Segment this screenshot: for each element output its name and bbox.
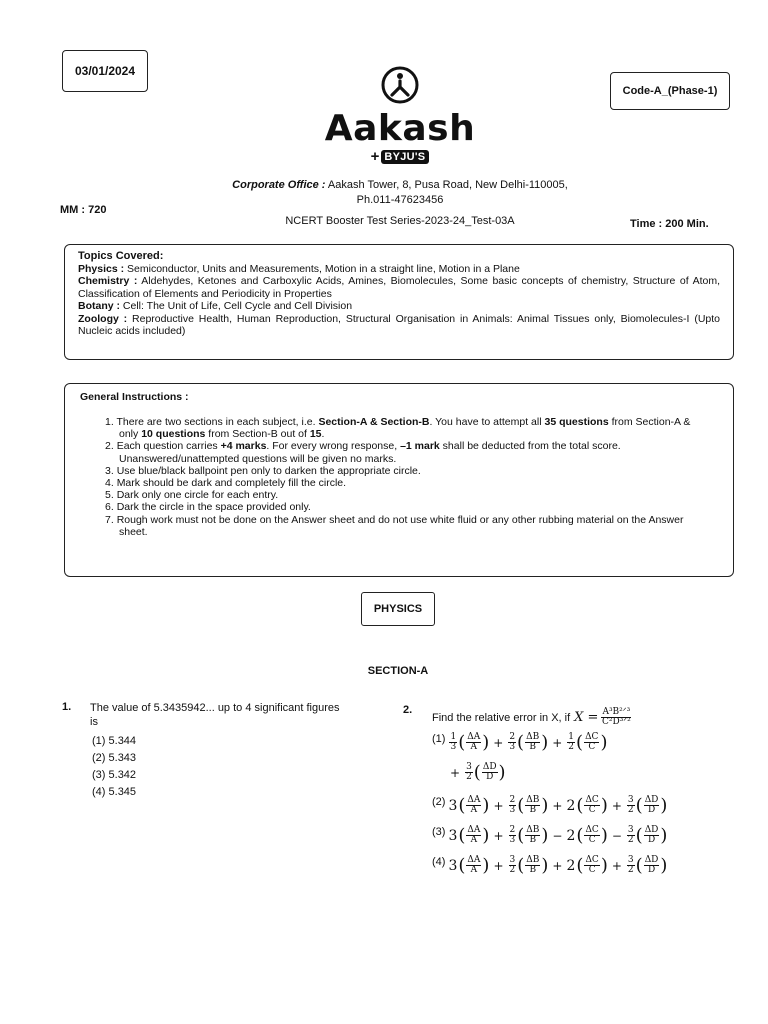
fraction-numerator: ΔD — [482, 762, 497, 772]
formula-numerator: A³B²ᐟ³ — [602, 707, 631, 717]
instruction-text: Each question carries — [116, 440, 221, 453]
code-text: Code-A_(Phase-1) — [622, 85, 718, 97]
fraction-denominator: 2 — [627, 865, 634, 875]
formula-lhs: X = — [574, 710, 599, 725]
error-term — [489, 826, 548, 845]
section-heading: SECTION-A — [367, 665, 429, 677]
instruction-text: Dark only one circle for each entry. — [116, 489, 279, 502]
topic-subject: Zoology : — [78, 312, 128, 325]
relative-error-fraction — [525, 826, 540, 845]
fraction-numerator: ΔD — [644, 855, 659, 865]
coefficient-fraction — [627, 796, 635, 815]
max-marks: MM : 720 — [60, 204, 107, 216]
relative-error-fraction — [644, 826, 660, 845]
option-value: 5.344 — [108, 735, 137, 747]
fraction-numerator: ΔA — [467, 732, 481, 742]
byjus-mark — [371, 148, 430, 165]
coefficient-fraction — [509, 826, 517, 845]
fraction-numerator: ΔD — [644, 825, 659, 835]
fraction-numerator: 3 — [509, 855, 516, 865]
subject-text: PHYSICS — [373, 603, 423, 615]
option-label: (2) — [432, 796, 446, 808]
option-1 — [92, 733, 350, 750]
option-value: 5.345 — [108, 786, 137, 798]
paren-open: ( — [576, 824, 584, 846]
paren-close: ) — [660, 824, 668, 846]
coefficient-fraction — [627, 826, 635, 845]
paren-close: ) — [482, 731, 490, 753]
instruction-emphasis: Section-A & Section-B — [318, 416, 430, 428]
question-text: The value of 5.3435942... up to 4 significant figures is — [90, 702, 340, 728]
phone-number: Ph.011-47623456 — [356, 194, 444, 206]
coefficient-fraction — [567, 733, 575, 752]
relative-error-fraction — [644, 796, 660, 815]
instruction-number: 2. — [105, 440, 114, 453]
test-series-title: NCERT Booster Test Series-2023-24_Test-03A — [285, 215, 515, 227]
coefficient: 2 — [566, 827, 576, 844]
option-3 — [432, 826, 667, 845]
formula-fraction — [601, 708, 631, 727]
instruction-item — [105, 477, 705, 489]
instruction-text: shall be deducted from the total score. Unanswered/unattempted questions will be given no marks. — [119, 440, 621, 465]
fraction-numerator: ΔB — [526, 825, 540, 835]
fraction-numerator: ΔC — [585, 795, 599, 805]
fraction-numerator: ΔA — [467, 855, 481, 865]
instruction-item — [105, 440, 705, 464]
option-1 — [432, 733, 607, 752]
error-term — [448, 796, 489, 815]
instructions-list — [105, 416, 705, 538]
error-term — [548, 856, 607, 875]
corporate-address: Aakash Tower, 8, Pusa Road, New Delhi-110005, — [327, 179, 568, 191]
fraction-denominator: D — [647, 865, 656, 875]
coefficient: 3 — [448, 857, 458, 874]
question-options — [92, 733, 350, 801]
fraction-denominator: 3 — [509, 805, 516, 815]
error-term — [548, 796, 607, 815]
fraction-denominator: B — [529, 742, 536, 752]
operator: + — [552, 735, 563, 750]
fraction-numerator: ΔA — [467, 825, 481, 835]
error-term — [608, 796, 668, 815]
operator: + — [493, 828, 504, 843]
paren-open: ( — [458, 824, 466, 846]
error-term — [489, 856, 548, 875]
instruction-number: 6. — [105, 501, 114, 514]
topic-physics — [78, 263, 720, 276]
fraction-denominator: 3 — [509, 835, 516, 845]
topic-text: Aldehydes, Ketones and Carboxylic Acids, Amines, Biomolecules, Some basic concepts of chemistry, Structure of Atom, Classification of Elements and Periodicity in Properties — [78, 275, 720, 300]
fraction-numerator: 2 — [509, 825, 516, 835]
instruction-item — [105, 501, 705, 513]
fraction-denominator: B — [529, 835, 537, 845]
fraction-denominator: D — [647, 835, 656, 845]
paren-open: ( — [517, 824, 525, 846]
subject-heading — [361, 592, 435, 626]
fraction-numerator: 3 — [627, 795, 634, 805]
fraction-denominator: 2 — [627, 835, 634, 845]
instruction-emphasis: 10 questions — [141, 428, 206, 441]
paren-close: ) — [541, 731, 549, 753]
instruction-text: . For every wrong response, — [266, 440, 401, 453]
topics-covered — [78, 250, 720, 338]
topics-title: Topics Covered: — [78, 250, 164, 262]
fraction-numerator: 1 — [568, 732, 575, 742]
paren-close: ) — [541, 824, 549, 846]
relative-error-fraction — [466, 826, 481, 845]
logo-wordmark: Aakash — [324, 108, 476, 149]
instruction-text: There are two sections in each subject, i.e. — [116, 416, 319, 428]
relative-error-fraction — [525, 796, 540, 815]
operator: + — [552, 798, 563, 813]
paren-open: ( — [473, 761, 481, 783]
operator: − — [611, 828, 622, 843]
option-value: 5.343 — [108, 752, 137, 764]
question-number: 2. — [403, 704, 413, 716]
operator: + — [552, 858, 563, 873]
error-term — [489, 796, 548, 815]
relative-error-fraction — [584, 796, 599, 815]
paren-open: ( — [635, 854, 643, 876]
topic-subject: Chemistry : — [78, 275, 138, 287]
topic-subject: Physics : — [78, 262, 125, 275]
fraction-denominator: C — [588, 742, 596, 752]
paren-open: ( — [576, 794, 584, 816]
byjus-wordmark: BYJU'S — [381, 150, 429, 164]
topic-botany — [78, 300, 720, 313]
option-label: (4) — [92, 786, 106, 798]
fraction-denominator: B — [529, 865, 537, 875]
instruction-text: from Section-B out of — [205, 428, 310, 441]
paren-open: ( — [635, 794, 643, 816]
fraction-denominator: 2 — [568, 742, 575, 752]
fraction-numerator: 3 — [627, 855, 634, 865]
corporate-office — [150, 178, 650, 208]
fraction-numerator: ΔB — [526, 795, 540, 805]
paren-close: ) — [541, 794, 549, 816]
question-text: Find the relative error in X, if — [432, 711, 571, 724]
instruction-number: 5. — [105, 489, 114, 502]
fraction-numerator: 2 — [509, 732, 516, 742]
instruction-text: . — [321, 428, 325, 441]
corporate-label: Corporate Office : — [232, 179, 326, 191]
coefficient-fraction — [509, 796, 517, 815]
paren-close: ) — [600, 731, 608, 753]
error-term — [608, 856, 668, 875]
fraction-denominator: B — [529, 805, 537, 815]
option-4 — [92, 784, 350, 801]
coefficient: 3 — [448, 827, 458, 844]
paren-close: ) — [660, 854, 668, 876]
option-2 — [432, 796, 667, 815]
paren-close: ) — [498, 761, 506, 783]
relative-error-fraction — [466, 796, 481, 815]
aakash-logo — [300, 65, 500, 175]
topic-text: Cell: The Unit of Life, Cell Cycle and Cell Division — [122, 300, 353, 312]
paren-close: ) — [600, 794, 608, 816]
operator: + — [493, 858, 504, 873]
error-term — [608, 826, 668, 845]
relative-error-fraction — [584, 826, 599, 845]
operator: + — [450, 765, 461, 780]
fraction-numerator: 1 — [450, 732, 457, 742]
instruction-item — [105, 465, 705, 477]
paren-close: ) — [600, 854, 608, 876]
coefficient: 2 — [566, 857, 576, 874]
coefficient-fraction — [627, 856, 635, 875]
relative-error-fraction — [482, 763, 498, 782]
operator: + — [493, 798, 504, 813]
fraction-numerator: ΔA — [467, 795, 481, 805]
fraction-denominator: 3 — [450, 742, 457, 752]
fraction-numerator: ΔB — [526, 855, 540, 865]
paren-open: ( — [458, 794, 466, 816]
fraction-numerator: ΔD — [644, 795, 659, 805]
option-label: (3) — [432, 826, 446, 838]
fraction-numerator: ΔB — [526, 732, 540, 742]
instruction-text: Rough work must not be done on the Answer sheet and do not use white fluid or any other rubbing material on the Answer sheet. — [116, 513, 684, 538]
error-term — [548, 733, 607, 752]
instruction-number: 3. — [105, 464, 114, 477]
paren-open: ( — [517, 794, 525, 816]
option-label: (2) — [92, 752, 106, 764]
relative-error-fraction — [466, 856, 481, 875]
instruction-item — [105, 416, 705, 440]
instruction-text: from Section-A & only — [119, 416, 691, 441]
instruction-text: Mark should be dark and completely fill the circle. — [116, 477, 347, 490]
error-term — [489, 733, 548, 752]
operator: + — [493, 735, 504, 750]
paren-open: ( — [576, 731, 584, 753]
fraction-denominator: C — [588, 835, 596, 845]
topic-subject: Botany : — [78, 300, 120, 312]
paren-close: ) — [660, 794, 668, 816]
instruction-number: 1. — [105, 416, 114, 428]
fraction-denominator: 2 — [466, 772, 472, 782]
paren-close: ) — [541, 854, 549, 876]
fraction-denominator: A — [470, 805, 478, 815]
operator: + — [611, 798, 622, 813]
fraction-denominator: C — [588, 865, 596, 875]
instruction-text: . You have to attempt all — [429, 416, 545, 428]
instruction-text: Dark the circle in the space provided only. — [116, 501, 311, 514]
paren-close: ) — [482, 854, 490, 876]
paren-close: ) — [600, 824, 608, 846]
aakash-emblem-icon — [380, 65, 420, 105]
fraction-numerator: 3 — [466, 762, 472, 772]
paper-code — [610, 72, 730, 110]
fraction-numerator: ΔC — [585, 732, 599, 742]
instruction-emphasis: +4 marks — [220, 440, 267, 453]
error-term — [448, 826, 489, 845]
paren-close: ) — [482, 824, 490, 846]
paren-open: ( — [576, 854, 584, 876]
instruction-item — [105, 489, 705, 501]
fraction-denominator: A — [470, 835, 478, 845]
coefficient: 2 — [566, 797, 576, 814]
paren-open: ( — [517, 854, 525, 876]
fraction-denominator: 2 — [509, 865, 516, 875]
topic-zoology — [78, 313, 720, 338]
test-date — [62, 50, 148, 92]
instruction-text: Use blue/black ballpoint pen only to darken the appropriate circle. — [116, 464, 421, 477]
topic-text: Semiconductor, Units and Measurements, Motion in a straight line, Motion in a Plane — [127, 262, 520, 275]
relative-error-fraction — [584, 733, 599, 752]
fraction-denominator: 3 — [509, 742, 516, 752]
topic-chemistry — [78, 275, 720, 300]
instruction-number: 7. — [105, 513, 114, 526]
question-1 — [90, 701, 350, 801]
relative-error-fraction — [584, 856, 599, 875]
option-label: (4) — [432, 856, 446, 868]
relative-error-fraction — [644, 856, 660, 875]
formula-denominator: C²D³ᐟ² — [601, 717, 631, 727]
fraction-denominator: C — [588, 805, 596, 815]
option-label: (3) — [92, 769, 106, 781]
option-4 — [432, 856, 667, 875]
coefficient-fraction — [449, 733, 457, 752]
logo-plus: + — [370, 148, 380, 165]
instruction-emphasis: 15 — [309, 428, 322, 441]
paren-close: ) — [482, 794, 490, 816]
error-term — [446, 763, 506, 782]
paren-open: ( — [458, 854, 466, 876]
fraction-denominator: D — [486, 772, 494, 782]
instruction-emphasis: –1 mark — [400, 440, 440, 453]
relative-error-fraction — [525, 856, 540, 875]
instructions-title: General Instructions : — [80, 391, 189, 403]
relative-error-fraction — [466, 733, 481, 752]
option-2 — [92, 750, 350, 767]
fraction-numerator: ΔC — [585, 825, 599, 835]
error-term — [548, 826, 607, 845]
fraction-denominator: D — [647, 805, 656, 815]
instruction-item — [105, 514, 705, 538]
time-limit: Time : 200 Min. — [630, 218, 709, 230]
fraction-denominator: A — [470, 742, 477, 752]
option-label: (1) — [92, 735, 106, 747]
fraction-denominator: A — [470, 865, 478, 875]
coefficient-fraction — [509, 856, 517, 875]
question-number: 1. — [62, 701, 72, 713]
paren-open: ( — [517, 731, 525, 753]
question-2-stem — [432, 708, 632, 727]
fraction-numerator: ΔC — [585, 855, 599, 865]
instruction-number: 4. — [105, 477, 114, 490]
option-1-continued — [446, 763, 506, 782]
topic-text: Reproductive Health, Human Reproduction, Structural Organisation in Animals: Animal Tissues only, Biomolecules-I (Upto Nucleic acids included) — [78, 312, 721, 337]
fraction-denominator: 2 — [627, 805, 634, 815]
date-text: 03/01/2024 — [74, 64, 136, 78]
fraction-numerator: 3 — [627, 825, 634, 835]
operator: − — [552, 828, 563, 843]
paren-open: ( — [458, 731, 466, 753]
error-term — [448, 733, 489, 752]
option-label: (1) — [432, 733, 446, 745]
error-term — [448, 856, 489, 875]
relative-error-fraction — [525, 733, 540, 752]
option-3 — [92, 767, 350, 784]
option-value: 5.342 — [108, 769, 137, 781]
instruction-emphasis: 35 questions — [544, 416, 609, 428]
operator: + — [611, 858, 622, 873]
coefficient-fraction — [508, 733, 516, 752]
coefficient-fraction — [465, 763, 473, 782]
coefficient: 3 — [448, 797, 458, 814]
paren-open: ( — [635, 824, 643, 846]
fraction-numerator: 2 — [509, 795, 516, 805]
